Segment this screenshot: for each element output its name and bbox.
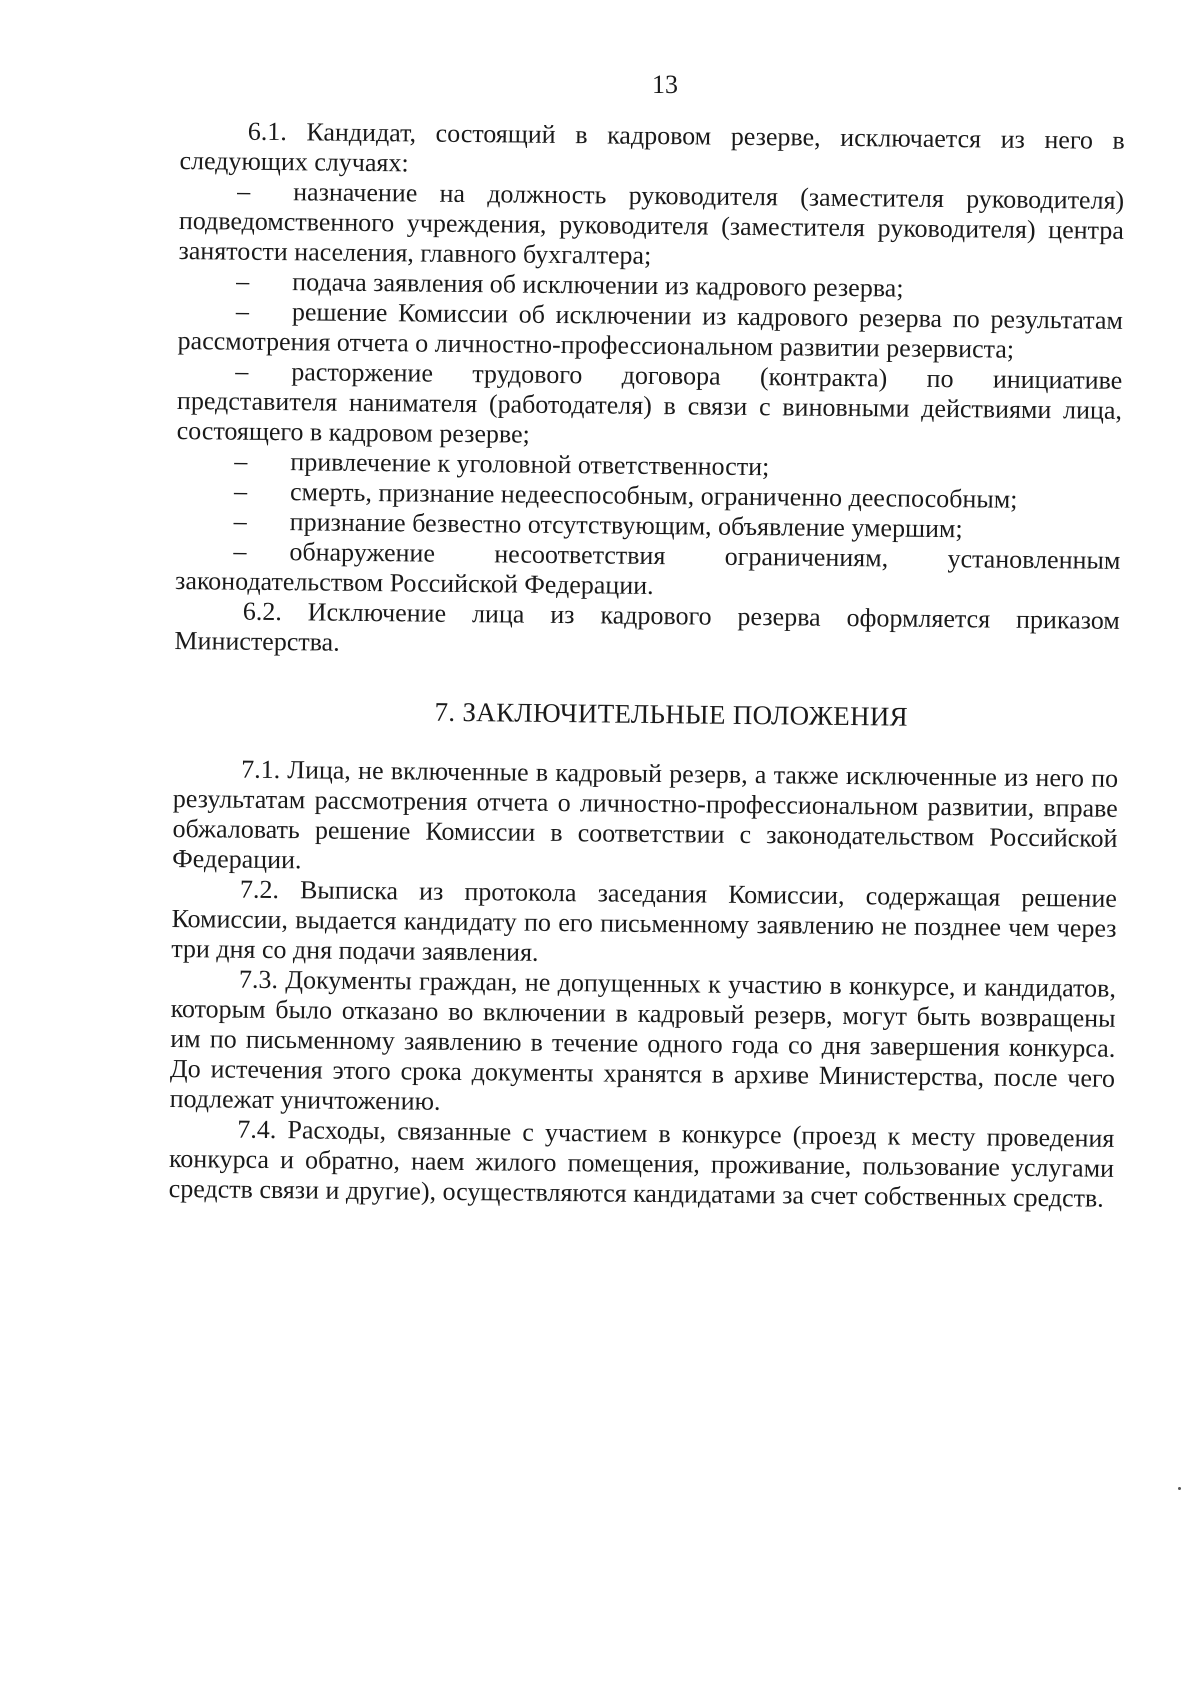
dash-marker: – (235, 356, 249, 386)
dash-marker: – (233, 506, 247, 536)
paragraph-7-1: 7.1. Лица, не включенные в кадровый резерв, а также исключенные из него по результатам рассмотрения отчета о личностно-профессиональном развитии, вправе обжаловать решение Комиссии в соответствии с законодательством Российской Федерации. (172, 754, 1119, 875)
dash-marker: – (235, 296, 250, 326)
dash-marker: – (233, 536, 247, 566)
document-body (169, 116, 1125, 1214)
list-item-text: смерть, признание недееспособным, ограниченно дееспособным; (289, 477, 1018, 514)
dash-marker: – (237, 176, 251, 206)
list-item-text: назначение на должность руководителя (заместителя руководителя) подведомственного учреждения, руководителя (заместителя руководителя) центра занятости населения, главного бухгалтера; (178, 177, 1125, 270)
list-item-text: подача заявления об исключении из кадрового резерва; (292, 267, 904, 303)
section-title: 7. ЗАКЛЮЧИТЕЛЬНЫЕ ПОЛОЖЕНИЯ (434, 696, 909, 732)
list-item (177, 356, 1123, 456)
list-item (177, 296, 1123, 366)
list-item-text: признание безвестно отсутствующим, объявление умершим; (289, 507, 963, 544)
paragraph-6-2: 6.2. Исключение лица из кадрового резерва оформляется приказом Министерства. (174, 596, 1120, 657)
list-item-text: решение Комиссии об исключении из кадрового резерва по результатам рассмотрения отчета о личностно-профессиональном развитии резервиста; (177, 297, 1124, 364)
paragraph-6-1: 6.1. Кандидат, состоящий в кадровом резерве, исключается из него в следующих случаях: (179, 116, 1125, 178)
list-item-text: привлечение к уголовной ответственности; (290, 447, 770, 482)
list-item-text: обнаружение несоответствия ограничениям, установленным законодательством Российской Федерации. (174, 537, 1121, 600)
dash-marker: – (234, 446, 248, 476)
list-item-text: расторжение трудового договора (контракта) по инициативе представителя нанимателя (работодателя) в связи с виновными действиями лица, состоящего в кадровом резерве; (176, 357, 1123, 449)
dash-marker: – (236, 266, 250, 296)
page-number: 13 (652, 70, 678, 99)
scan-speck (1178, 1487, 1181, 1490)
paragraph-7-2: 7.2. Выписка из протокола заседания Комиссии, содержащая решение Комиссии, выдается кандидату по его письменному заявлению не позднее чем через три дня со дня подачи заявления. (171, 874, 1118, 967)
paragraph-7-4: 7.4. Расходы, связанные с участием в конкурсе (проезд к месту проведения конкурса и обратно, наем жилого помещения, проживание, пользование услугами средств связи и другие), осуществляются кандидатами за счет собственных средств. (168, 1114, 1115, 1213)
dash-marker: – (233, 476, 248, 506)
list-item (175, 536, 1121, 606)
paragraph-7-3: 7.3. Документы граждан, не допущенных к участию в конкурсе, и кандидатов, которым было отказано во включении в кадровый резерв, могут быть возвращены им по письменному заявлению в течение одного года со дня завершения конкурса. До истечения этого срока документы хранятся в архиве Министерства, после чего подлежат уничтожению. (169, 964, 1117, 1116)
list-item (178, 176, 1124, 276)
